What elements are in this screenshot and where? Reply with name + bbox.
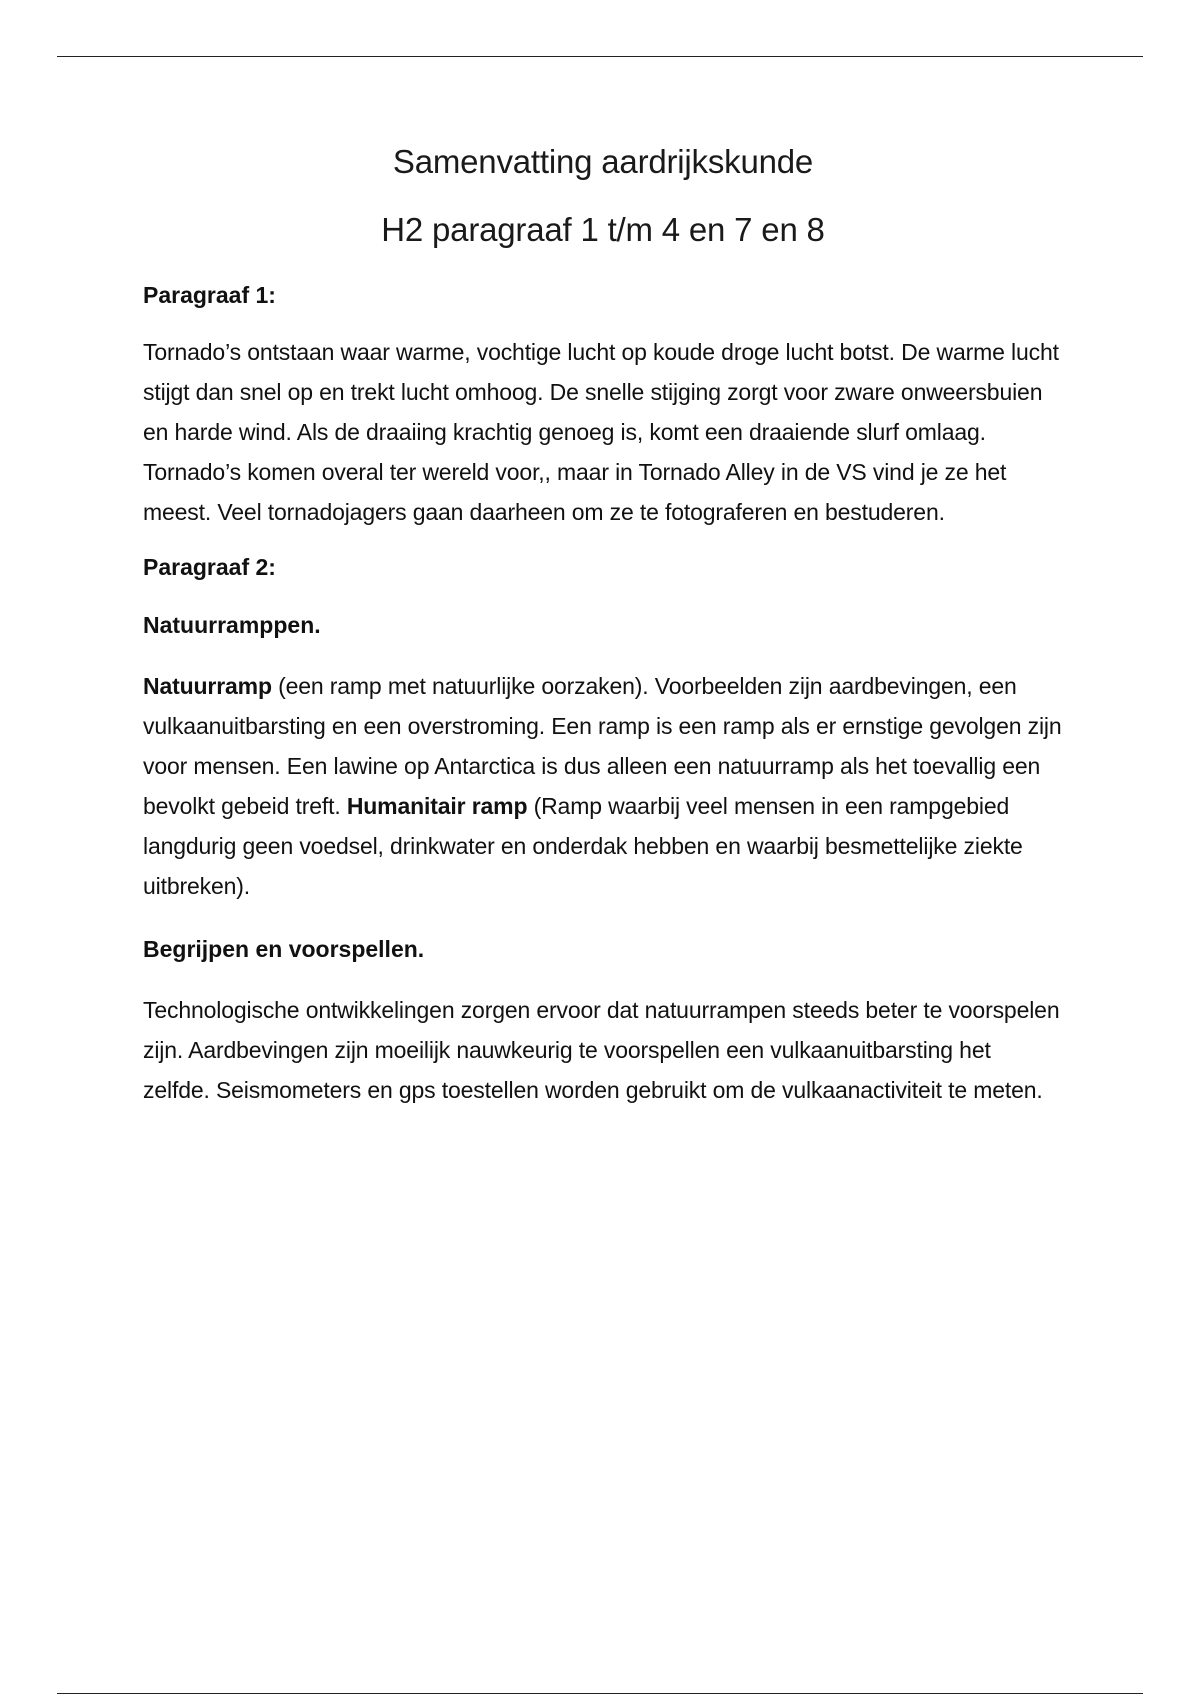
document-subtitle: H2 paragraaf 1 t/m 4 en 7 en 8: [381, 211, 825, 248]
voorspellen-paragraph: Technologische ontwikkelingen zorgen ervoor dat natuurrampen steeds beter te voorspelen zijn. Aardbevingen zijn moeilijk nauwkeurig te voorspellen een vulkaanuitbarsting het zelfde. Seismometers en gps toestellen worden gebruikt om de vulkaanactiviteit te meten.: [143, 997, 1060, 1103]
natuurrampen-subheading: Natuurramppen.: [143, 612, 321, 638]
section-2-heading: Paragraaf 2:: [143, 554, 276, 580]
natuurramp-text-1: (een ramp met natuurlijke oorzaken). Voorbeelden zijn aardbevingen, een vulkaanuitbarsting en een overstroming. Een ramp is een ramp als er ernstige gevolgen zijn voor mensen. Een lawine op Antarctica is dus alleen een natuurramp als het toevallig een bevolkt gebeid treft.: [143, 673, 1062, 819]
top-horizontal-rule: [57, 56, 1143, 57]
natuurramp-text-2: (Ramp waarbij veel mensen in een rampgebied langdurig geen voedsel, drinkwater en onderdak hebben en waarbij besmettelijke ziekte uitbreken).: [143, 793, 1023, 899]
document-body: [143, 140, 1063, 1110]
natuurramp-term: Natuurramp: [143, 673, 272, 699]
section-1-heading: Paragraaf 1:: [143, 282, 276, 308]
bottom-horizontal-rule: [57, 1693, 1143, 1694]
natuurramp-paragraph: [143, 666, 1063, 906]
section-1-paragraph: Tornado’s ontstaan waar warme, vochtige lucht op koude droge lucht botst. De warme lucht stijgt dan snel op en trekt lucht omhoog. De snelle stijging zorgt voor zware onweersbuien en harde wind. Als de draaiing krachtig genoeg is, komt een draaiende slurf omlaag. Tornado’s komen overal ter wereld voor,, maar in Tornado Alley in de VS vind je ze het meest. Veel tornadojagers gaan daarheen om ze te fotograferen en bestuderen.: [143, 339, 1059, 525]
begrijpen-voorspellen-subheading: Begrijpen en voorspellen.: [143, 936, 425, 962]
document-title: Samenvatting aardrijkskunde: [392, 143, 814, 180]
humanitair-ramp-term: Humanitair ramp: [346, 793, 528, 819]
